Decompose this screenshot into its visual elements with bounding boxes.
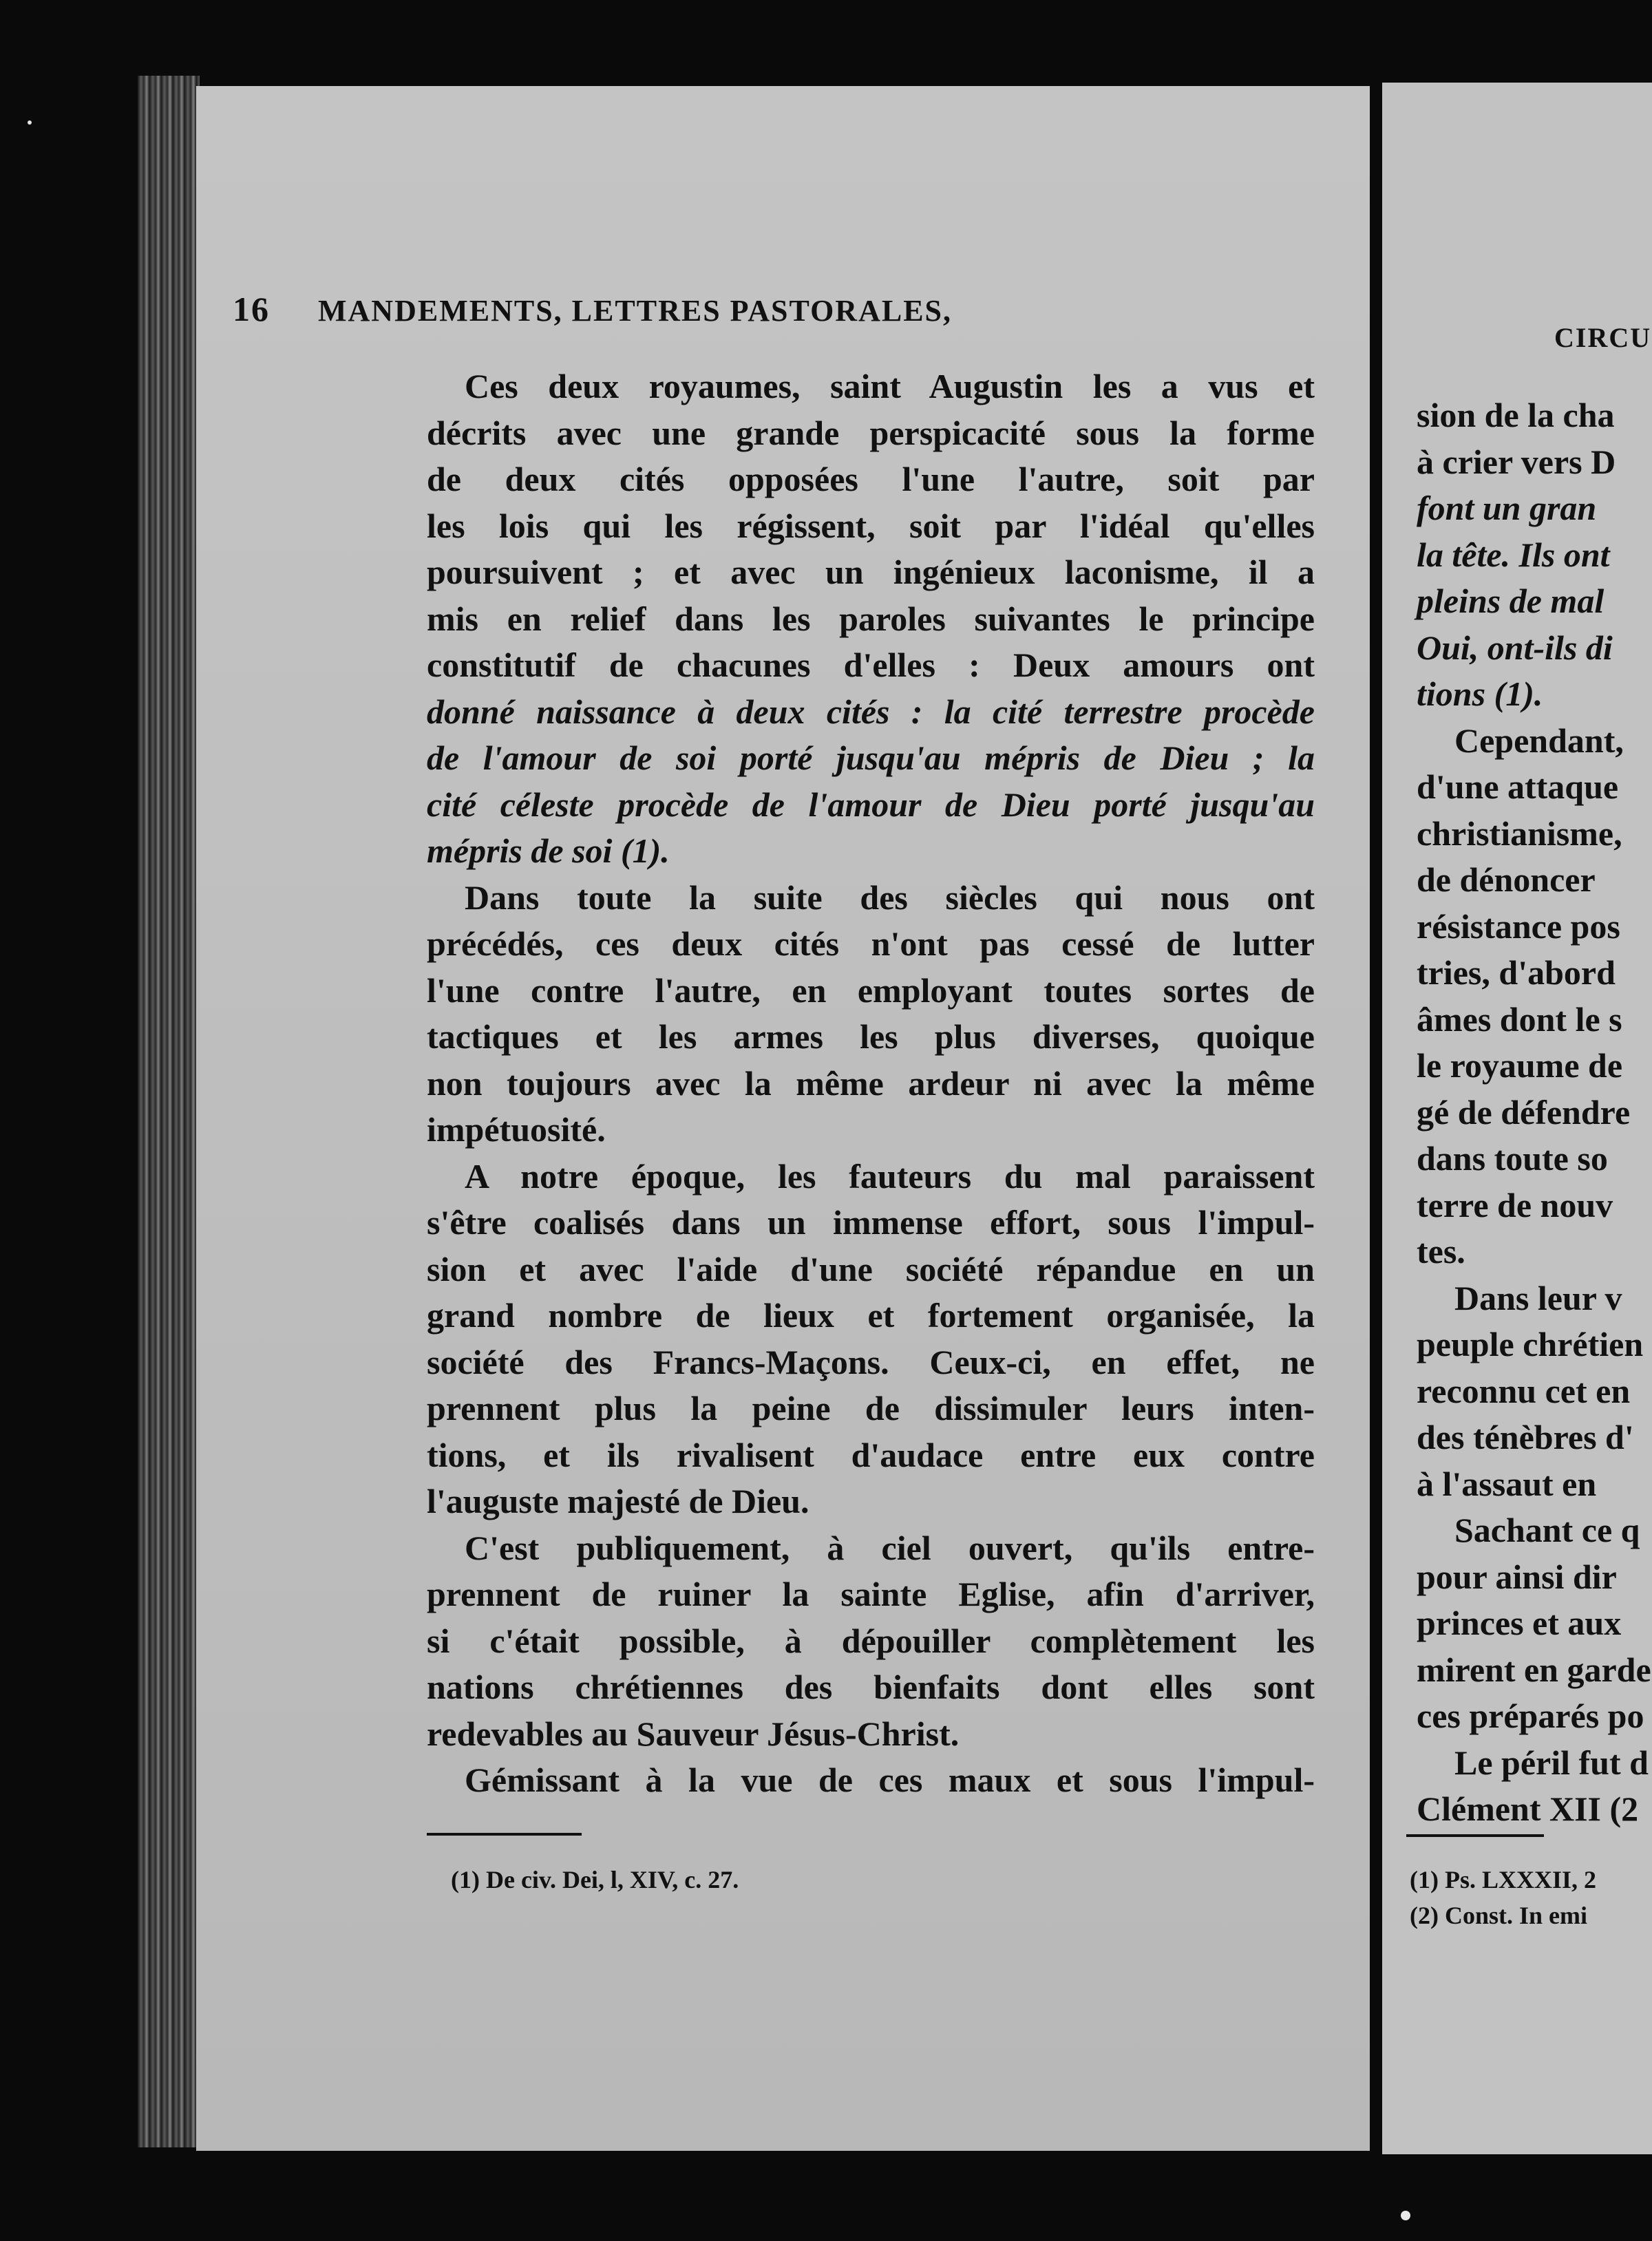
text-line: pour ainsi dir — [1417, 1557, 1617, 1596]
text-line: Dans leur v — [1454, 1278, 1622, 1317]
text-line: redevables au Sauveur Jésus-Christ. — [427, 1714, 960, 1753]
text-line: prennent plus la peine de dissimuler leurs inten- — [427, 1389, 1315, 1427]
text-line: christianisme, — [1417, 814, 1622, 853]
scan-speck — [28, 120, 32, 125]
text-line: précédés, ces deux cités n'ont pas cessé de lutter — [427, 924, 1315, 963]
right-footnote-rule — [1406, 1834, 1544, 1837]
text-line: Dans toute la suite des siècles qui nous ont — [465, 878, 1315, 917]
text-line: de dénoncer — [1417, 860, 1596, 899]
text-line: les lois qui les régissent, soit par l'idéal qu'elles — [427, 506, 1315, 545]
text-line: mis en relief dans les paroles suivantes le principe — [427, 599, 1315, 638]
text-line: gé de défendre — [1417, 1092, 1631, 1132]
text-line: la tête. Ils ont — [1417, 535, 1610, 574]
text-line: ces préparés po — [1417, 1697, 1644, 1735]
page-gutter — [1370, 55, 1382, 2175]
text-line: à crier vers D — [1417, 442, 1616, 481]
footnote-rule — [427, 1833, 582, 1836]
scan-speck — [1401, 2211, 1410, 2220]
text-line: mirent en garde — [1417, 1650, 1651, 1689]
text-line: Le péril fut d — [1454, 1743, 1649, 1782]
text-line: l'auguste majesté de Dieu. — [427, 1482, 809, 1520]
text-line: âmes dont le s — [1417, 999, 1622, 1039]
text-line: nations chrétiennes des bienfaits dont elles sont — [427, 1668, 1315, 1706]
text-line: princes et aux — [1417, 1604, 1622, 1642]
text-line: résistance pos — [1417, 906, 1620, 946]
page-number: 16 — [233, 290, 270, 328]
text-line: terre de nouv — [1417, 1185, 1613, 1224]
right-body-text — [1417, 392, 1651, 1833]
text-line: font un gran — [1417, 489, 1597, 527]
text-line: cité céleste procède de l'amour de Dieu porté jusqu'au — [427, 785, 1315, 824]
text-line: Sachant ce q — [1454, 1511, 1640, 1549]
text-line: s'être coalisés dans un immense effort, sous l'impul- — [427, 1203, 1315, 1242]
right-page — [1382, 83, 1652, 2154]
text-line: de l'amour de soi porté jusqu'au mépris de Dieu ; la — [427, 739, 1315, 777]
text-line: dans toute so — [1417, 1139, 1608, 1178]
text-line: sion de la cha — [1417, 396, 1615, 434]
text-line: impétuosité. — [427, 1110, 606, 1149]
text-line: donné naissance à deux cités : la cité terrestre procède — [427, 692, 1315, 731]
text-line: Cependant, — [1454, 721, 1624, 760]
text-line: A notre époque, les fauteurs du mal paraissent — [465, 1156, 1315, 1196]
text-line: mépris de soi (1). — [427, 831, 670, 870]
right-footnotes — [1410, 1862, 1596, 1933]
text-line: tactiques et les armes les plus diverses, quoique — [427, 1017, 1315, 1056]
footnote-line: (1) Ps. LXXXII, 2 — [1410, 1866, 1597, 1893]
text-line: décrits avec une grande perspicacité sous la forme — [427, 413, 1315, 452]
left-body-text — [427, 363, 1315, 1804]
text-line: société des Francs-Maçons. Ceux-ci, en effet, ne — [427, 1342, 1315, 1381]
text-line: sion et avec l'aide d'une société répandue en un — [427, 1249, 1315, 1288]
text-line: constitutif de chacunes d'elles : Deux amours ont — [427, 646, 1315, 684]
text-line: tes. — [1417, 1232, 1465, 1271]
text-line: le royaume de — [1417, 1046, 1623, 1085]
text-line: Clément XII (2 — [1417, 1789, 1639, 1828]
text-line: de deux cités opposées l'une l'autre, soit par — [427, 460, 1315, 498]
text-line: si c'était possible, à dépouiller complètement les — [427, 1621, 1315, 1660]
running-head-text: MANDEMENTS, LETTRES PASTORALES, — [318, 294, 953, 328]
text-line: des ténèbres d' — [1417, 1418, 1634, 1456]
footnote-line: (2) Const. In emi — [1410, 1902, 1587, 1929]
book-edge — [138, 76, 200, 2147]
text-line: Oui, ont-ils di — [1417, 628, 1613, 667]
left-running-head — [233, 289, 1334, 329]
text-line: l'une contre l'autre, en employant toutes sortes de — [427, 970, 1315, 1010]
text-line: Ces deux royaumes, saint Augustin les a vus et — [465, 367, 1315, 405]
text-line: tions, et ils rivalisent d'audace entre eux contre — [427, 1435, 1315, 1474]
text-line: peuple chrétien — [1417, 1325, 1644, 1363]
right-running-head: CIRCU — [1554, 322, 1652, 353]
text-line: poursuivent ; et avec un ingénieux laconisme, il a — [427, 553, 1315, 591]
text-line: C'est publiquement, à ciel ouvert, qu'ils entre- — [465, 1528, 1315, 1567]
text-line: non toujours avec la même ardeur ni avec la même — [427, 1063, 1315, 1103]
text-line: d'une attaque — [1417, 767, 1619, 806]
text-line: pleins de mal — [1417, 582, 1605, 620]
text-line: Gémissant à la vue de ces maux et sous l'impul- — [465, 1761, 1315, 1799]
left-footnote: (1) De civ. Dei, l, XIV, c. 27. — [451, 1866, 739, 1893]
text-line: tions (1). — [1417, 675, 1543, 713]
text-line: tries, d'abord — [1417, 953, 1616, 992]
text-line: à l'assaut en — [1417, 1464, 1597, 1503]
text-line: grand nombre de lieux et fortement organisée, la — [427, 1296, 1315, 1335]
text-line: reconnu cet en — [1417, 1371, 1631, 1410]
text-line: prennent de ruiner la sainte Eglise, afin d'arriver, — [427, 1575, 1315, 1613]
